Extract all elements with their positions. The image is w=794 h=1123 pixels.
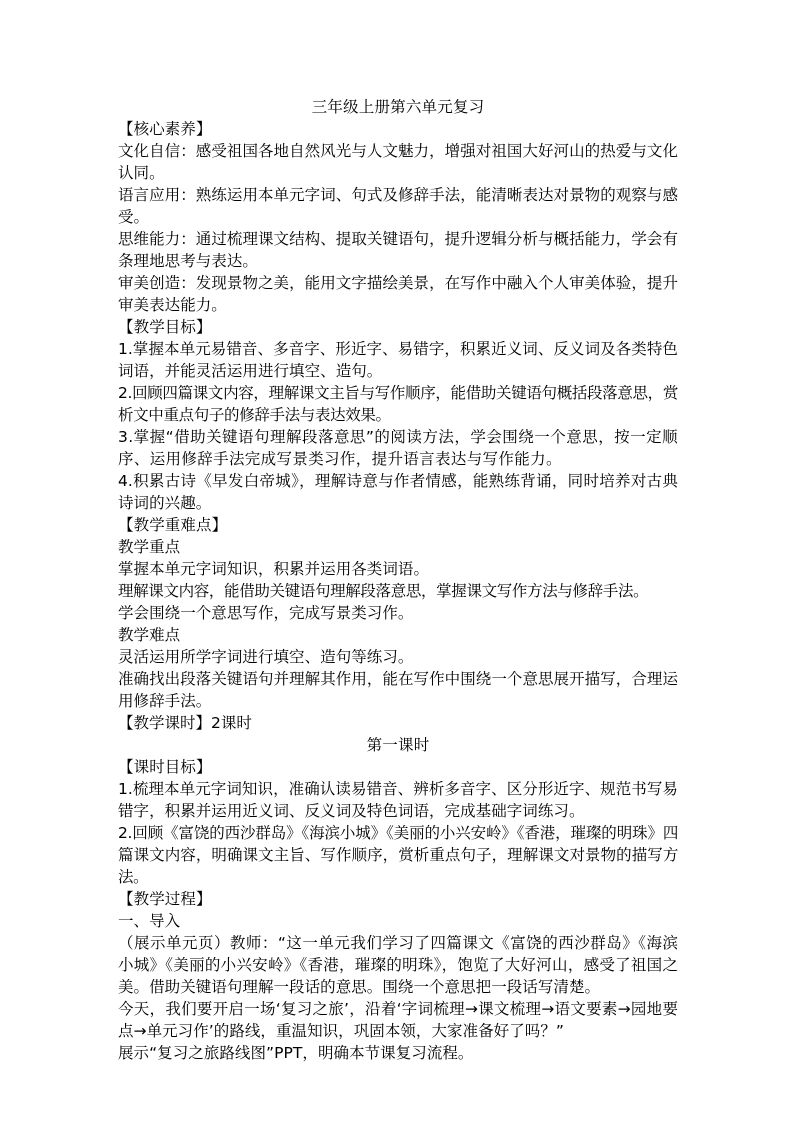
period-objective-item: 1.梳理本单元字词知识，准确认读易错音、辨析多音字、区分形近字、规范书写易错字，积累并运用近义词、反义词及特色词语，完成基础字词练习。 xyxy=(118,780,678,820)
section-heading-class-hours: 【教学课时】 xyxy=(118,714,212,732)
key-point-item: 学会围绕一个意思写作，完成写景类习作。 xyxy=(118,604,414,622)
key-points-label: 教学重点 xyxy=(118,538,181,556)
core-literacy-item: 语言应用：熟练运用本单元字词、句式及修辞手法，能清晰表达对景物的观察与感受。 xyxy=(118,186,678,226)
teaching-objective-item: 1.掌握本单元易错音、多音字、形近字、易错字，积累近义词、反义词及各类特色词语，并能灵活运用进行填空、造句。 xyxy=(118,340,678,380)
teaching-process-paragraph: 展示“复习之旅路线图”PPT，明确本节课复习流程。 xyxy=(118,1044,474,1062)
teaching-process-paragraph: 今天，我们要开启一场‘复习之旅’，沿着‘字词梳理→课文梳理→语文要素→园地要点→单元习作’的路线，重温知识，巩固本领，大家准备好了吗？” xyxy=(118,1000,678,1040)
difficult-point-item: 准确找出段落关键语句并理解其作用，能在写作中围绕一个意思展开描写，合理运用修辞手法。 xyxy=(118,670,678,710)
section-heading-teaching-process: 【教学过程】 xyxy=(118,890,212,908)
key-point-item: 掌握本单元字词知识，积累并运用各类词语。 xyxy=(118,560,430,578)
core-literacy-item: 文化自信：感受祖国各地自然风光与人文魅力，增强对祖国大好河山的热爱与文化认同。 xyxy=(118,142,678,182)
core-literacy-item: 思维能力：通过梳理课文结构、提取关键语句，提升逻辑分析与概括能力，学会有条理地思考与表达。 xyxy=(118,230,678,270)
period-title: 第一课时 xyxy=(366,736,430,754)
section-heading-core-literacy: 【核心素养】 xyxy=(118,120,212,138)
page-title: 三年级上册第六单元复习 xyxy=(311,98,485,116)
teaching-objective-item: 4.积累古诗《早发白帝城》，理解诗意与作者情感，能熟练背诵，同时培养对古典诗词的兴趣。 xyxy=(118,472,678,512)
difficult-point-item: 灵活运用所学字词进行填空、造句等练习。 xyxy=(118,648,414,666)
teaching-process-paragraph: （展示单元页）教师：“这一单元我们学习了四篇课文《富饶的西沙群岛》《海滨小城》《美丽的小兴安岭》《香港，璀璨的明珠》，饱览了大好河山，感受了祖国之美。借助关键语句理解一段话的意思。围绕一个意思把一段话写清楚。 xyxy=(118,934,678,996)
teaching-objective-item: 2.回顾四篇课文内容，理解课文主旨与写作顺序，能借助关键语句概括段落意思，赏析文中重点句子的修辞手法与表达效果。 xyxy=(118,384,678,424)
key-point-item: 理解课文内容，能借助关键语句理解段落意思，掌握课文写作方法与修辞手法。 xyxy=(118,582,649,600)
teaching-objective-item: 3.掌握“借助关键语句理解段落意思”的阅读方法，学会围绕一个意思，按一定顺序、运用修辞手法完成写景类习作，提升语言表达与写作能力。 xyxy=(118,428,678,468)
teaching-process-step-label: 一、导入 xyxy=(118,912,181,930)
period-objective-item: 2.回顾《富饶的西沙群岛》《海滨小城》《美丽的小兴安岭》《香港，璀璨的明珠》四篇课文内容，明确课文主旨、写作顺序，赏析重点句子，理解课文对景物的描写方法。 xyxy=(118,824,678,886)
class-hours-value: 2课时 xyxy=(211,714,252,732)
section-heading-period-objectives: 【课时目标】 xyxy=(118,758,212,776)
document-body xyxy=(118,96,678,1064)
section-heading-teaching-objectives: 【教学目标】 xyxy=(118,318,212,336)
section-heading-key-difficult-points: 【教学重难点】 xyxy=(118,516,228,534)
difficult-points-label: 教学难点 xyxy=(118,626,181,644)
core-literacy-item: 审美创造：发现景物之美，能用文字描绘美景，在写作中融入个人审美体验，提升审美表达能力。 xyxy=(118,274,678,314)
class-hours-line xyxy=(118,712,678,734)
